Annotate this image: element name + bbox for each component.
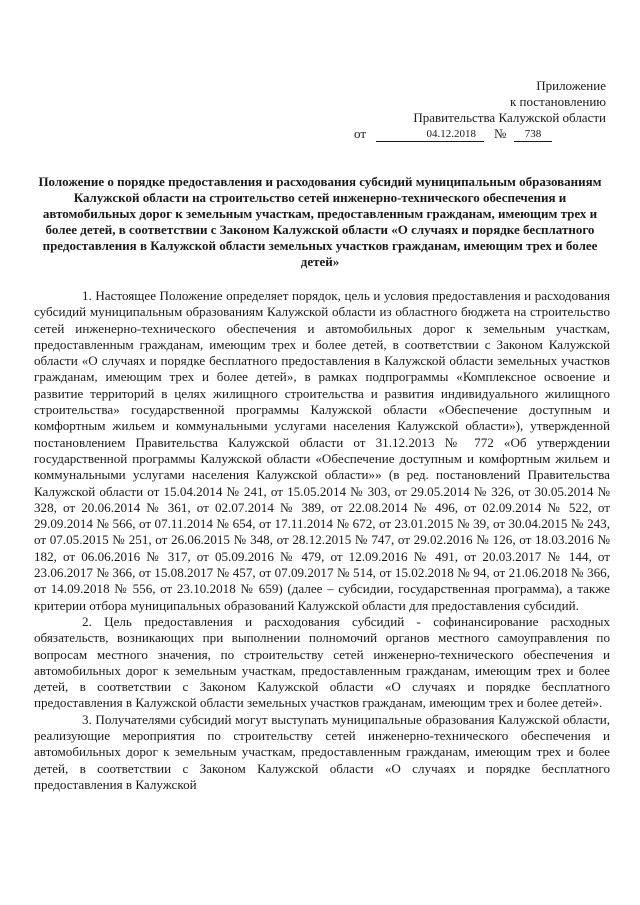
appendix-header [346,78,606,143]
from-label: от [354,126,367,141]
government-label: Правительства Калужской области [413,110,606,125]
document-body [34,288,610,793]
resolution-number: 738 [514,127,552,142]
resolution-date-number [346,126,606,143]
resolution-label: к постановлению [509,94,606,109]
appendix-label: Приложение [536,78,606,93]
paragraph-1: 1. Настоящее Положение определяет порядок, цель и условия предоставления и расходования субсидий муниципальным образованиям Калужской области из областного бюджета на строительство сетей инженерно-технического обеспечения и автомобильных дорог к земельным участкам, предоставленным гражданам, имеющим трех и более детей, в соответствии с Законом Калужской области «О случаях и порядке бесплатного предоставления в Калужской области земельных участков гражданам, имеющим трех и более детей», в рамках подпрограммы «Комплексное освоение и развитие территорий в целях жилищного строительства и развития индивидуального жилищного строительства» государственной программы Калужской области «Обеспечение доступным и комфортным жильем и коммунальными услугами населения Калужской области»), утвержденной постановлением Правительства Калужской области от 31.12.2013 № 772 «Об утверждении государственной программы Калужской области «Обеспечение доступным и комфортным жильем и коммунальными услугами населения Калужской области»» (в ред. постановлений Правительства Калужской области от 15.04.2014 № 241, от 15.05.2014 № 303, от 29.05.2014 № 326, от 30.05.2014 № 328, от 20.06.2014 № 361, от 02.07.2014 № 389, от 22.08.2014 № 496, от 02.09.2014 № 522, от 29.09.2014 № 566, от 07.11.2014 № 654, от 17.11.2014 № 672, от 23.01.2015 № 39, от 30.04.2015 № 243, от 07.05.2015 № 251, от 26.06.2015 № 348, от 28.12.2015 № 747, от 29.02.2016 № 126, от 18.03.2016 № 182, от 06.06.2016 № 317, от 05.09.2016 № 479, от 12.09.2016 № 491, от 20.03.2017 № 144, от 23.06.2017 № 366, от 15.08.2017 № 457, от 07.09.2017 № 514, от 15.02.2018 № 94, от 21.06.2018 № 366, от 14.09.2018 № 556, от 23.10.2018 № 659) (далее – субсидии, государственная программа), а также критерии отбора муниципальных образований Калужской области для предоставления субсидий. [34,288,610,613]
number-label: № [494,126,507,141]
resolution-date: 04.12.2018 [376,127,484,142]
document-title: Положение о порядке предоставления и расходования субсидий муниципальным образованиям Калужской области на строительство сетей инженерно-технического обеспечения и автомобильных дорог к земельным участкам, предоставленным гражданам, имеющим трех и более детей, в соответствии с Законом Калужской области «О случаях и порядке бесплатного предоставления в Калужской области земельных участков гражданам, имеющим трех и более детей» [38,174,602,269]
paragraph-2: 2. Цель предоставления и расходования субсидий - софинансирование расходных обязательств, возникающих при выполнении полномочий органов местного самоуправления по вопросам местного значения, по строительству сетей инженерно-технического обеспечения и автомобильных дорог к земельным участкам, предоставленным гражданам, имеющим трех и более детей, в соответствии с Законом Калужской области «О случаях и порядке бесплатного предоставления в Калужской области земельных участков гражданам, имеющим трех и более детей». [34,613,610,711]
paragraph-3: 3. Получателями субсидий могут выступать муниципальные образования Калужской области, реализующие мероприятия по строительству сетей инженерно-технического обеспечения и автомобильных дорог к земельным участкам, предоставленным гражданам, имеющим трех и более детей, в соответствии с Законом Калужской области «О случаях и порядке бесплатного предоставления в Калужской [34,711,610,792]
